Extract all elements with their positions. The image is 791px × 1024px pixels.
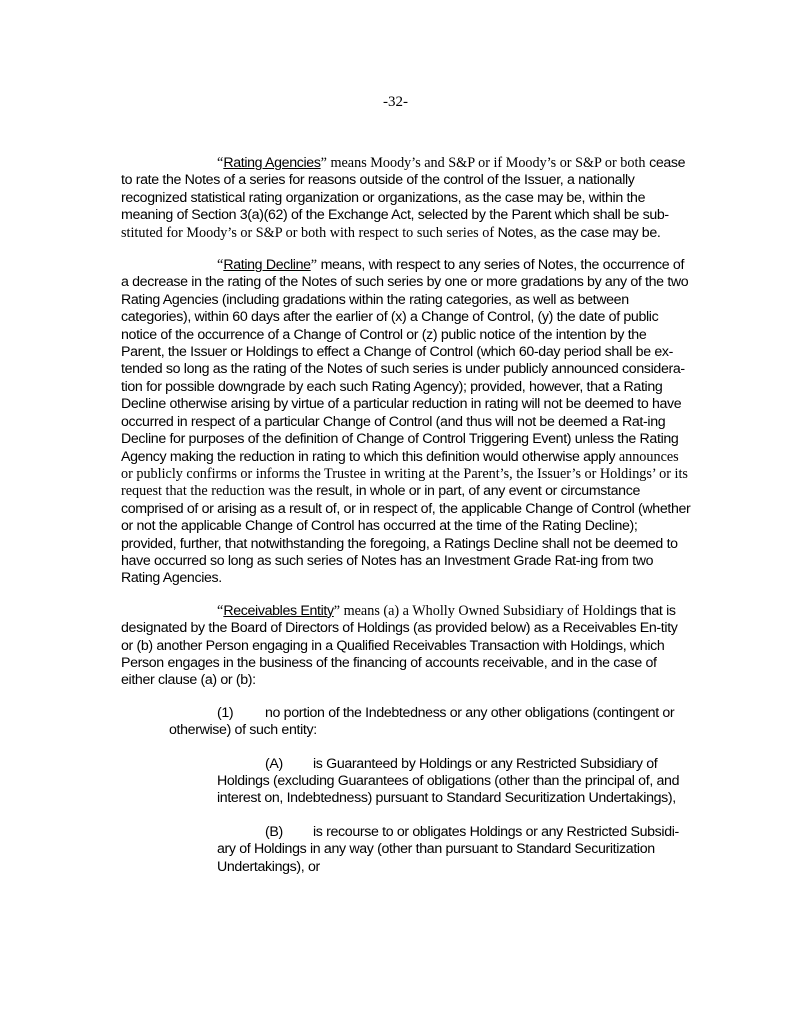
close-quote: ” bbox=[310, 257, 317, 274]
definition-text: means Moody’s and S&P or if Moody’s or S&P or both bbox=[326, 155, 646, 171]
definition-receivables-entity bbox=[121, 603, 692, 690]
subclause-b bbox=[217, 824, 692, 876]
definition-text: Notes, as the case may be. bbox=[494, 224, 661, 241]
definition-text: announces or publicly confirms or informs the Trustee in writing at the Parent’s, the Issuer’s or Holdings’ or its request that the reduction was th bbox=[121, 448, 688, 500]
close-quote: ” bbox=[320, 155, 327, 171]
subclause-text: is Guaranteed by Holdings or any Restricted Subsidiary of Holdings (excluding Guarantees of obligations (other than the principal of, and interest on, Indebtedness) pursuant to Standard Securitization Undertakings), bbox=[217, 755, 680, 807]
clause-text: no portion of the Indebtedness or any other obligations (contingent or otherwise) of such entity: bbox=[169, 704, 675, 739]
definition-rating-agencies bbox=[121, 155, 692, 242]
open-quote: “ bbox=[217, 602, 224, 619]
open-quote: “ bbox=[217, 257, 224, 274]
definition-text: means (a) a Wholly Owned Subsidiary of Holdi bbox=[340, 602, 615, 619]
defined-term-rating-decline: Rating Decline bbox=[223, 257, 311, 274]
definition-text: means, with respect to any series of Notes, the occurrence of a decrease in the rating of the Notes of such series by one or more gradations by any of the two Rating Agencies (including gradations within the rating categories, as well as between categories), within 60 days after the earlier of (x) a Change of Control, (y) the date of public notice of the occurrence of a Change of Control or (z) public notice of the intention by the Parent, the Issuer or Holdings to effect a Change of Control (which 60-day period shall be ex-tended so long as the rating of the Notes of such series is under publicly announced considera-tion for possible downgrade by each such Rating Agency); provided, however, that a Rating Decline otherwise arising by virtue of a particular reduction in rating will not be deemed to have occurred in respect of a particular Change of Control (and thus will not be deemed a Rat-ing Decline for purposes of the definition of Change of Control Triggering Event) unless the Rating Agency making the reduction in rating to which this definition would otherwise apply bbox=[121, 257, 689, 465]
subclause-text: is recourse to or obligates Holdings or any Restricted Subsidi-ary of Holdings in any way (other than pursuant to Standard Securitization Undertakings), or bbox=[217, 823, 679, 875]
definition-text: ngs that is designated by the Board of Directors of Holdings (as provided below) as a Receivables En-tity or (b) another Person engaging in a Qualified Receivables Transaction with Holdings, which Person engages in the business of the financing of accounts receivable, and in the case of either clause (a) or (b): bbox=[121, 602, 678, 689]
defined-term-rating-agencies: Rating Agencies bbox=[223, 155, 321, 171]
subclause-marker: (A) bbox=[265, 755, 283, 772]
definition-text: cease to rate the Notes of a series for reasons outside of the control of the Issuer, a nationally recognized statistical rating organization or organizations, as the case may be, within the meaning of Section 3(a)(62) of the Exchange Act, selected by the Parent which shall be sub- bbox=[121, 155, 686, 224]
open-quote: “ bbox=[217, 155, 224, 171]
subclause-marker: (B) bbox=[265, 823, 283, 840]
definition-text: e result, in whole or in part, of any event or circumstance comprised of or arising as a result of, or in respect of, the applicable Change of Control (whether or not the applicable Change of Control has occurred at the time of the Rating Decline); provided, further, that notwithstanding the foregoing, a Ratings Decline shall not be deemed to have occurred so long as such series of Notes has an Investment Grade Rat-ing from two Rating Agencies. bbox=[121, 483, 691, 587]
subclause-a bbox=[217, 756, 692, 808]
defined-term-receivables-entity: Receivables Entity bbox=[223, 602, 334, 619]
definition-text: stituted for Moody’s or S&P or both with respect to such series of bbox=[121, 224, 495, 241]
definition-rating-decline bbox=[121, 257, 692, 588]
clause-marker: (1) bbox=[217, 704, 234, 721]
page-number: -32- bbox=[383, 94, 408, 110]
document-body bbox=[121, 155, 692, 892]
clause-1 bbox=[169, 705, 692, 740]
close-quote: ” bbox=[333, 602, 341, 619]
